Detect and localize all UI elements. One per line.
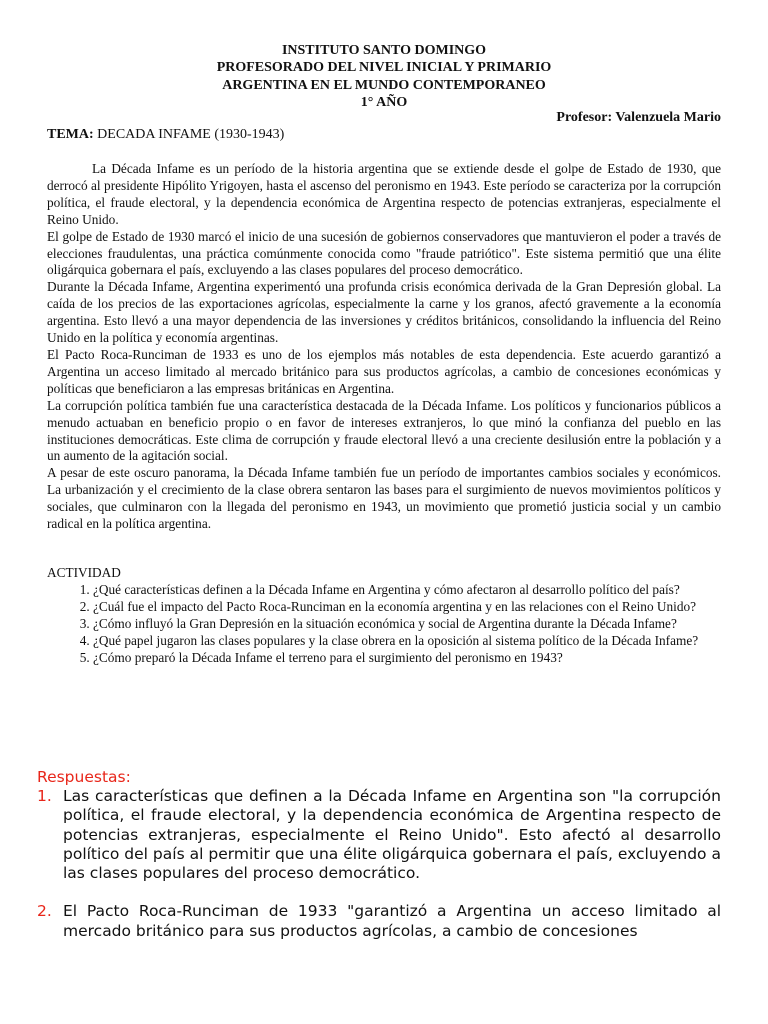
answer-item	[37, 902, 721, 941]
answer-text: El Pacto Roca-Runciman de 1933 "garantizó a Argentina un acceso limitado al mercado británico para sus productos agrícolas, a cambio de concesiones	[63, 902, 721, 940]
activity-question-list	[47, 581, 721, 666]
answers-section	[37, 767, 721, 941]
activity-question: 5. ¿Cómo preparó la Década Infame el terreno para el surgimiento del peronismo en 1943?	[93, 649, 721, 666]
year-label: 1° AÑO	[360, 94, 408, 110]
answers-title: Respuestas:	[37, 768, 131, 786]
topic-line	[47, 127, 284, 143]
paragraph: El golpe de Estado de 1930 marcó el inicio de una sucesión de gobiernos conservadores que mantuvieron el poder a través de elecciones fraudulentas, una práctica comúnmente conocida como "fraude patriótico". Este sistema permitió que una élite oligárquica gobernara el país, excluyendo a las clases populares del proceso democrático.	[47, 228, 721, 278]
activity-question: 4. ¿Qué papel jugaron las clases populares y la clase obrera en la oposición al sistema político de la Década Infame?	[93, 632, 721, 649]
answer-number: 1.	[37, 787, 52, 805]
topic-label: TEMA:	[47, 127, 94, 142]
program-name: PROFESORADO DEL NIVEL INICIAL Y PRIMARIO	[216, 60, 552, 76]
answer-text: Las características que definen a la Década Infame en Argentina son "la corrupción política, el fraude electoral, y la dependencia económica de Argentina respecto de potencias extranjeras, especialmente el Reino Unido". Esto afectó al desarrollo político del país al permitir que una élite oligárquica gobernara el país, excluyendo a las clases populares del proceso democrático.	[63, 787, 721, 883]
paragraph: La Década Infame es un período de la historia argentina que se extiende desde el golpe de Estado de 1930, que derrocó al presidente Hipólito Yrigoyen, hasta el ascenso del peronismo en 1943. Este período se caracteriza por la corrupción política, el fraude electoral, y la dependencia económica de Argentina respecto de potencias extranjeras, especialmente el Reino Unido.	[47, 161, 721, 227]
topic-value: DECADA INFAME (1930-1943)	[93, 127, 285, 142]
professor-name: Profesor: Valenzuela Mario	[556, 110, 721, 125]
paragraph: La corrupción política también fue una característica destacada de la Década Infame. Los políticos y funcionarios públicos a menudo actuaban en beneficio propio o en favor de intereses extranjeros, lo que minó la confianza del pueblo en las instituciones democráticas. Este clima de corrupción y fraude electoral llevó a una creciente desilusión entre la población y a un aumento de la agitación social.	[47, 397, 721, 464]
activity-section	[47, 564, 721, 666]
answers-list	[37, 787, 721, 941]
activity-question: 3. ¿Cómo influyó la Gran Depresión en la situación económica y social de Argentina durante la Década Infame?	[93, 615, 721, 632]
document-body	[47, 161, 721, 533]
paragraph: Durante la Década Infame, Argentina experimentó una profunda crisis económica derivada de la Gran Depresión global. La caída de los precios de las exportaciones agrícolas, especialmente la carne y los granos, afectó gravemente a la economía argentina. Esto llevó a una mayor dependencia de las inversiones y créditos británicos, consolidando la influencia del Reino Unido en la política y economía argentinas.	[47, 279, 721, 346]
activity-question: 2. ¿Cuál fue el impacto del Pacto Roca-Runciman en la economía argentina y en las relaciones con el Reino Unido?	[93, 598, 721, 615]
paragraph: A pesar de este oscuro panorama, la Década Infame también fue un período de importantes cambios sociales y económicos. La urbanización y el crecimiento de la clase obrera sentaron las bases para el surgimiento de nuevos movimientos políticos y sociales, que culminaron con la llegada del peronismo en 1943, un movimiento que prometió justicia social y un cambio radical en la política argentina.	[47, 465, 721, 532]
activity-title: ACTIVIDAD	[47, 565, 121, 580]
course-name: ARGENTINA EN EL MUNDO CONTEMPORANEO	[222, 77, 546, 93]
activity-question: 1. ¿Qué características definen a la Década Infame en Argentina y cómo afectaron al desarrollo político del país?	[93, 581, 721, 598]
institution-name: INSTITUTO SANTO DOMINGO	[281, 43, 487, 58]
answer-item	[37, 787, 721, 883]
paragraph: El Pacto Roca-Runciman de 1933 es uno de los ejemplos más notables de esta dependencia. Este acuerdo garantizó a Argentina un acceso limitado al mercado británico para sus productos agrícolas, a cambio de concesiones económicas y políticas que beneficiaron a las empresas británicas en Argentina.	[47, 346, 721, 396]
answer-number: 2.	[37, 902, 52, 921]
document-header	[0, 42, 768, 111]
